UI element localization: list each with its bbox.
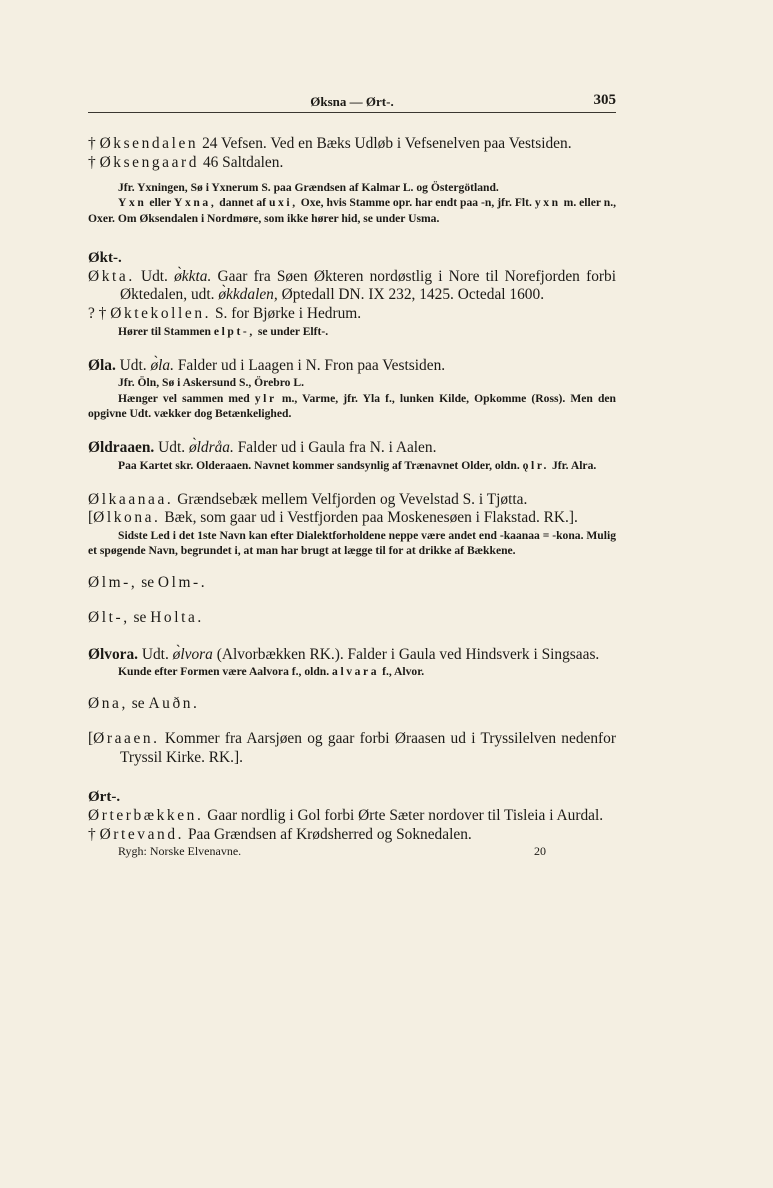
entry-oksengaard (88, 154, 616, 173)
entry-oldraaen: Øldraaen. Udt. ø̀ldråa. Falder ud i Gaula fra N. i Aalen. (88, 438, 437, 456)
entry-olvora: Ølvora. Udt. ø̀lvora (Alvorbækken RK.). Falder i Gaula ved Hindsverk i Singsaas. (88, 645, 600, 663)
entry-olt: Ølt-, se Holta. (88, 608, 204, 626)
section-heading-okt: Økt-. (88, 249, 122, 266)
entry-name: Øksendalen (99, 135, 199, 152)
note: Paa Kartet skr. Olderaaen. Navnet kommer sandsynlig af Trænavnet Older, oldn. ǫlr. Jfr. Alra. (118, 458, 597, 472)
entry-olm: Ølm-, se Olm-. (88, 574, 208, 592)
footer-signature: Rygh: Norske Elvenavne. (118, 844, 242, 859)
note: Hænger vel sammen med ylr m., Varme, jfr. Yla f., lunken Kilde, Opkomme (Ross). Men den opgivne Udt. vækker dog Betænkelighed. (88, 391, 617, 420)
entry-okta: Økta. Udt. ø̀kkta. Gaar fra Søen Økteren nordøstlig i Nore til Norefjorden forbi Øktedalen, udt. ø̀kkdalen, Øptedall DN. IX 232, 1425. Octedal 1600. (88, 267, 616, 304)
entry-oraaen: [Øraaen. Kommer fra Aarsjøen og gaar forbi Øraasen ud i Tryssilelven nedenfor Tryssil Kirke. RK.]. (88, 729, 616, 766)
running-header (88, 92, 616, 113)
note: Hører til Stammen elpt-, se under Elft-. (118, 324, 329, 338)
entry-text: 24 Vefsen. Ved en Bæks Udløb i Vefsenelven paa Vestsiden. (202, 135, 572, 152)
entry-name: Øksengaard (99, 153, 200, 171)
page-footer (88, 844, 616, 858)
page (88, 92, 616, 858)
entry-ortevand: † Ørtevand. Paa Grændsen af Krødsherred og Soknedalen. (88, 825, 472, 843)
entry-olkaanaa: Ølkaanaa. Grændsebæk mellem Velfjorden og Vevelstad S. i Tjøtta. (88, 490, 528, 508)
note: Kunde efter Formen være Aalvora f., oldn. alvara f., Alvor. (118, 665, 425, 679)
entry-oktekollen: ? † Øktekollen. S. for Bjørke i Hedrum. (88, 304, 362, 322)
entry-ona: Øna, se Auðn. (88, 695, 200, 713)
note: Yxn eller Yxna, dannet af uxi, Oxe, hvis Stamme opr. har endt paa -n, jfr. Flt. yxn m. eller n., Oxer. Om Øksendalen i Nordmøre, som ikke hører hid, se under Usma. (88, 196, 617, 225)
note: Sidste Led i det 1ste Navn kan efter Dialektforholdene neppe være andet end -kaanaa = -kona. Mulig et spøgende Navn, begrundet i, at man har brugt at lægge til for at drikke af Bækkene. (88, 528, 616, 558)
dagger: † (88, 135, 96, 152)
entry-text: 46 Saltdalen. (202, 153, 284, 171)
note: Jfr. Öln, Sø i Askersund S., Örebro L. (118, 376, 304, 390)
note: Jfr. Yxningen, Sø i Yxnerum S. paa Grændsen af Kalmar L. og Östergötland. (118, 181, 499, 195)
page-number: 305 (593, 92, 616, 108)
entry-olkona: [Ølkona. Bæk, som gaar ud i Vestfjorden paa Moskenesøen i Flakstad. RK.]. (88, 509, 578, 527)
header-title: Øksna — Ørt-. (310, 94, 394, 109)
entry-oksendalen (88, 135, 616, 154)
section-heading-ort: Ørt-. (88, 789, 121, 806)
entry-orterbaekken: Ørterbækken. Gaar nordlig i Gol forbi Ørte Sæter nordover til Tisleia i Aurdal. (88, 807, 604, 825)
dagger: † (88, 153, 96, 171)
entry-ola: Øla. Udt. ø̀la. Falder ud i Laagen i N. Fron paa Vestsiden. (88, 356, 446, 374)
footer-sheet-number: 20 (534, 844, 546, 859)
